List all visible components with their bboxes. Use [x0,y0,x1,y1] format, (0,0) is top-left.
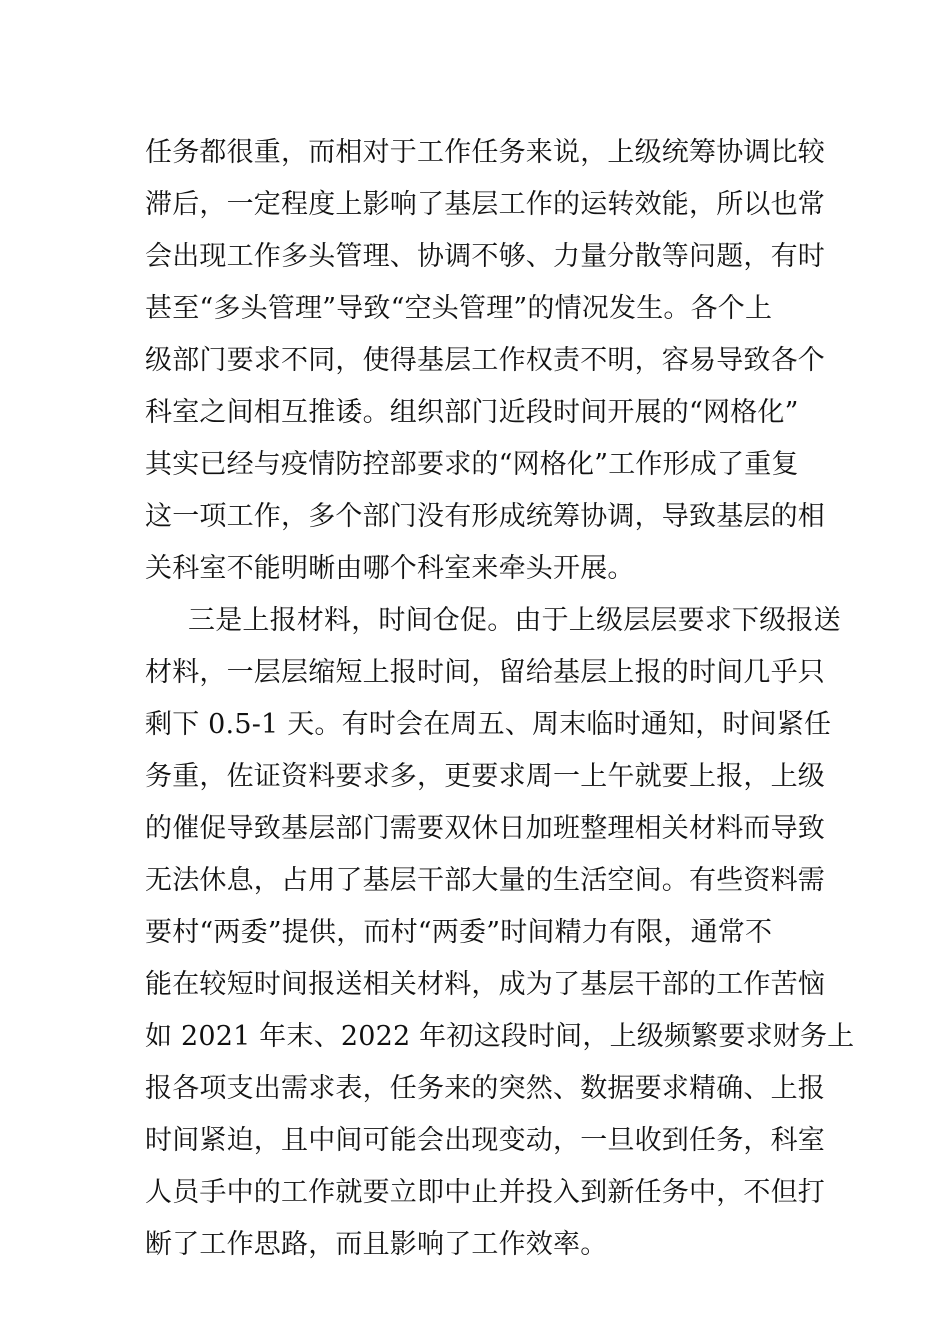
text-line: 时间紧迫，且中间可能会出现变动，一旦收到任务，科室 [145,1125,825,1156]
text-line: 材料，一层层缩短上报时间，留给基层上报的时间几乎只 [145,657,825,688]
text-line: 甚至“多头管理”导致“空头管理”的情况发生。各个上 [145,293,773,324]
text-line: 这一项工作，多个部门没有形成统筹协调，导致基层的相 [145,501,825,532]
text-line: 务重，佐证资料要求多，更要求周一上午就要上报，上级 [145,761,825,792]
text-line: 断了工作思路，而且影响了工作效率。 [145,1229,608,1260]
text-line: 剩下 0.5-1 天。有时会在周五、周末临时通知，时间紧任 [145,709,832,740]
text-line: 级部门要求不同，使得基层工作权责不明，容易导致各个 [145,345,825,376]
text-line: 的催促导致基层部门需要双休日加班整理相关材料而导致 [145,813,825,844]
text-line: 会出现工作多头管理、协调不够、力量分散等问题，有时 [145,241,825,272]
text-line: 无法休息，占用了基层干部大量的生活空间。有些资料需 [145,865,825,896]
text-line: 报各项支出需求表，任务来的突然、数据要求精确、上报 [145,1073,825,1104]
text-line: 能在较短时间报送相关材料，成为了基层干部的工作苦恼 [145,969,825,1000]
text-line: 如 2021 年末、2022 年初这段时间，上级频繁要求财务上 [145,1021,855,1052]
paragraph-start-line: 三是上报材料，时间仓促。由于上级层层要求下级报送 [188,605,841,636]
text-line: 任务都很重，而相对于工作任务来说，上级统筹协调比较 [145,137,825,168]
text-line: 关科室不能明晰由哪个科室来牵头开展。 [145,553,635,584]
text-line: 人员手中的工作就要立即中止并投入到新任务中，不但打 [145,1177,825,1208]
text-line: 要村“两委”提供，而村“两委”时间精力有限，通常不 [145,917,773,948]
text-line: 其实已经与疫情防控部要求的“网格化”工作形成了重复 [145,449,799,480]
text-line: 科室之间相互推诿。组织部门近段时间开展的“网格化” [145,397,799,428]
text-line: 滞后，一定程度上影响了基层工作的运转效能，所以也常 [145,189,825,220]
